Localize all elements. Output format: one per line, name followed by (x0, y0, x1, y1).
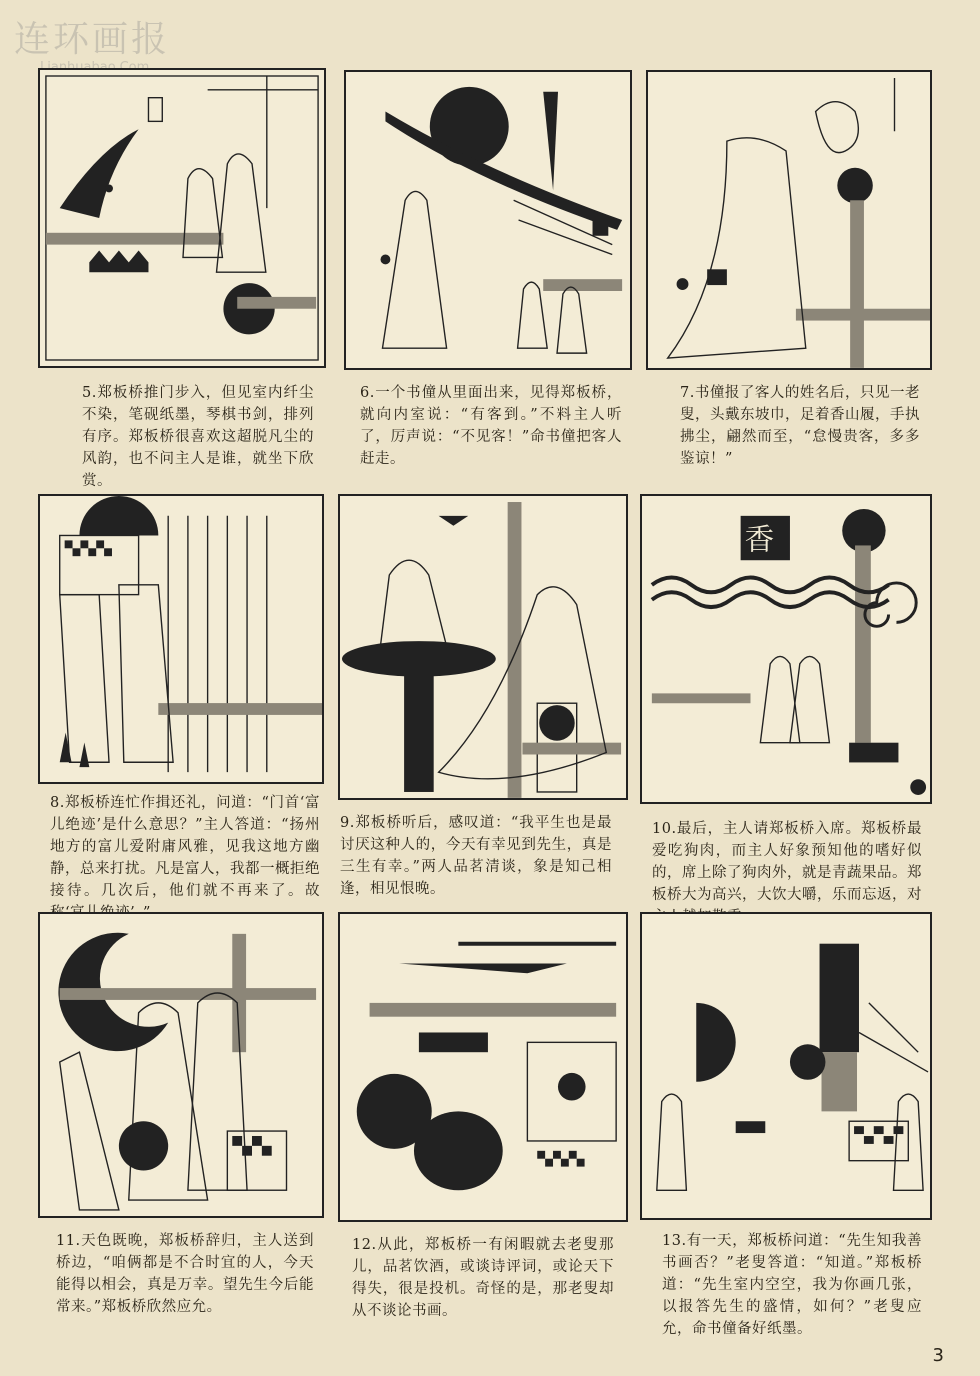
caption-11: 11.天色既晚，郑板桥辞归，主人送到桥边，“咱俩都是不合时宜的人，今天能得以相会，真是万幸。望先生今后能常来。”郑板桥欣然应允。 (56, 1233, 314, 1315)
watermark-title: 连环画报 (14, 19, 171, 60)
page-number: 3 (932, 1345, 944, 1366)
watermark (14, 20, 214, 75)
caption-12: 12.从此，郑板桥一有闲暇就去老叟那儿，品茗饮酒，或谈诗评词，或论天下得失，很是投机。奇怪的是，那老叟却从不谈论书画。 (352, 1237, 614, 1319)
panel-6-art (346, 72, 630, 368)
panel-8 (38, 494, 324, 784)
panel-6 (344, 70, 632, 370)
panel-10-sign: 香 (744, 522, 775, 557)
panel-8-art (40, 496, 322, 782)
panel-13 (640, 912, 932, 1220)
panel-11-art (40, 914, 322, 1216)
caption-7: 7.书僮报了客人的姓名后，只见一老叟，头戴东坡巾，足着香山履，手执拂尘，翩然而至，“怠慢贵客，多多鉴谅！” (680, 385, 920, 467)
caption-13: 13.有一天，郑板桥问道：“先生知我善书画否？”老叟答道：“知道。”郑板桥道：“先生室内空空，我为你画几张，以报答先生的盛情，如何？”老叟应允，命书僮备好纸墨。 (662, 1233, 922, 1337)
panel-10 (640, 494, 932, 804)
panel-10-art (642, 496, 930, 802)
panel-9 (338, 494, 628, 800)
panel-11 (38, 912, 324, 1218)
caption-8: 8.郑板桥连忙作揖还礼，问道：“门首‘富儿绝迹’是什么意思？”主人答道：“扬州地方的富儿爱附庸风雅，见我这地方幽静，总来打扰。凡是富人，我都一概拒绝接待。几次后，他们就不再来了。故 (50, 795, 320, 899)
caption-6: 6.一个书僮从里面出来，见得郑板桥，就向内室说：“有客到。”不料主人听了，厉声说：“不见客！”命书僮把客人赶走。 (360, 385, 622, 467)
panel-12-art (340, 914, 626, 1220)
caption-9: 9.郑板桥听后，感叹道：“我平生也是最讨厌这种人的，今天有幸见到先生，真是三生有幸。”两人品茗清谈，象是知己相逢，相见恨晚。 (340, 815, 612, 897)
panel-9-art (340, 496, 626, 798)
caption-10: 10.最后，主人请郑板桥入席。郑板桥最爱吃狗肉，而主人好象预知他的嗜好似的，席上除了狗肉外，就是青蔬果品。郑板桥大为高兴，大饮大嚼，乐而忘返，对 (652, 821, 922, 903)
panel-13-art (642, 914, 930, 1218)
caption-5: 5.郑板桥推门步入，但见室内纤尘不染，笔砚纸墨，琴棋书剑，排列有序。郑板桥很喜欢这超脱凡尘的风韵，也不问主人是谁，就坐下欣赏。 (82, 385, 314, 489)
panel-7 (646, 70, 932, 370)
panel-7-art (648, 72, 930, 368)
panel-12 (338, 912, 628, 1222)
panel-5-art (40, 70, 324, 366)
panel-5 (38, 68, 326, 368)
